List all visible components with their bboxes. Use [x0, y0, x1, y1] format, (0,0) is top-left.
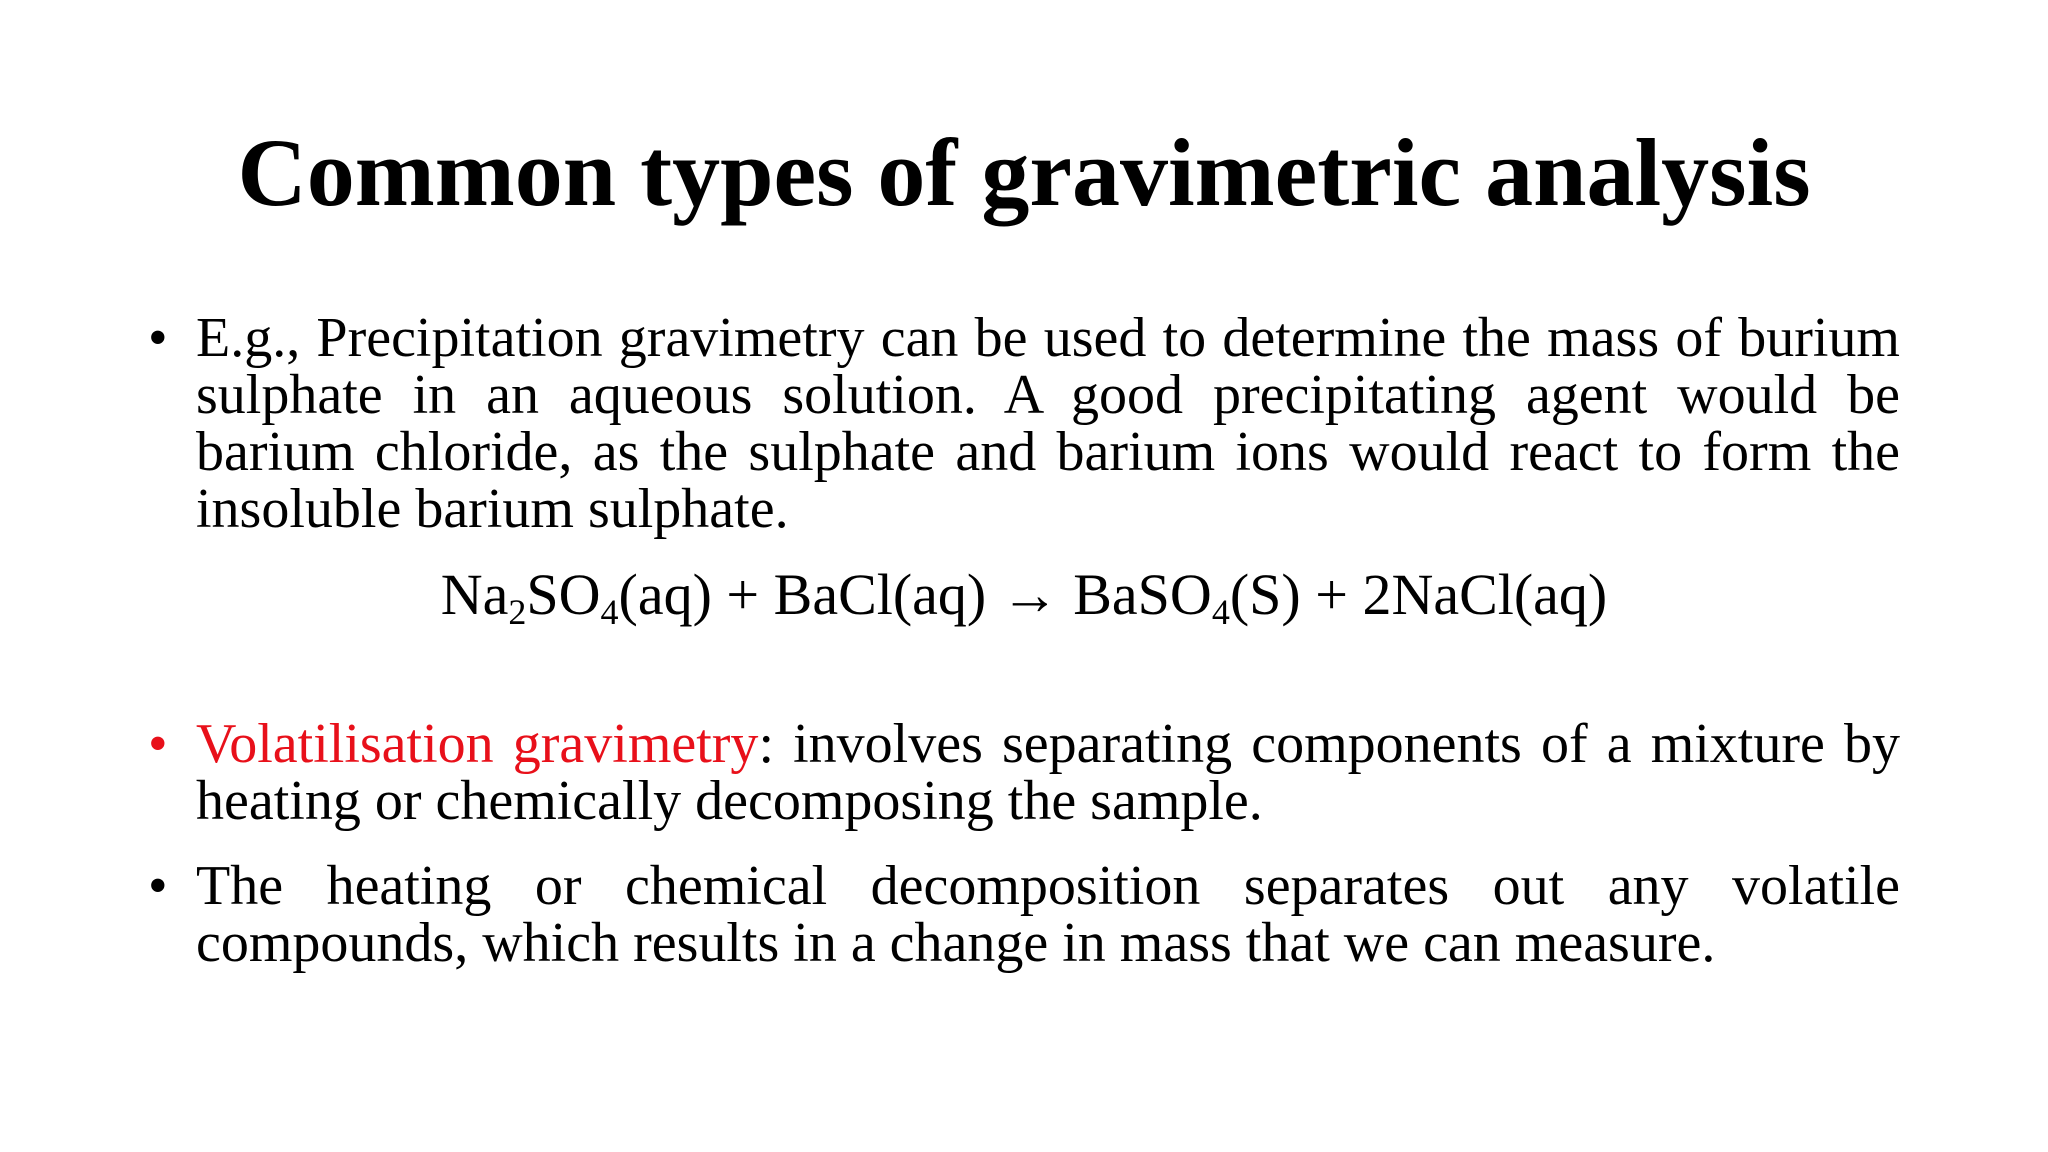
- bullet-highlight: Volatilisation gravimetry: [196, 713, 759, 775]
- eq-product1: BaSO: [1073, 562, 1212, 627]
- slide-title: Common types of gravimetric analysis: [237, 119, 1811, 226]
- bullet-dot: •: [148, 713, 168, 775]
- chemical-equation: [0, 562, 2048, 632]
- eq-product1-sub: 4: [1211, 592, 1230, 632]
- eq-product1-state: (S): [1229, 562, 1301, 627]
- bullet-text: : involves separating components of a mixture by heating or chemically decomposing the sample.: [196, 713, 1900, 832]
- eq-na: Na: [440, 562, 509, 627]
- eq-so: SO: [526, 562, 601, 627]
- bullet-text: The heating or chemical decomposition separates out any volatile compounds, which results in a change in mass that we can measure.: [196, 855, 1900, 974]
- eq-arrow: →: [986, 562, 1074, 627]
- eq-reactant2: BaCl(aq): [773, 562, 987, 627]
- bullet-text: E.g., Precipitation gravimetry can be used to determine the mass of burium sulphate in an aqueous solution. A good precipitating agent would be barium chloride, as the sulphate and barium ions would react to form the insoluble barium sulphate.: [196, 307, 1900, 540]
- bullet-dot: •: [148, 855, 168, 917]
- eq-na-sub: 2: [508, 592, 527, 632]
- bullet-dot: •: [148, 307, 168, 369]
- bullet-precipitation: [148, 307, 1900, 540]
- eq-product2: 2NaCl(aq): [1362, 562, 1608, 627]
- eq-reactant1-state: (aq): [618, 562, 712, 627]
- eq-plus: +: [711, 562, 774, 627]
- eq-plus: +: [1300, 562, 1363, 627]
- bullet-decomposition: [148, 855, 1900, 974]
- bullet-volatilisation: [148, 713, 1900, 832]
- eq-so-sub: 4: [600, 592, 619, 632]
